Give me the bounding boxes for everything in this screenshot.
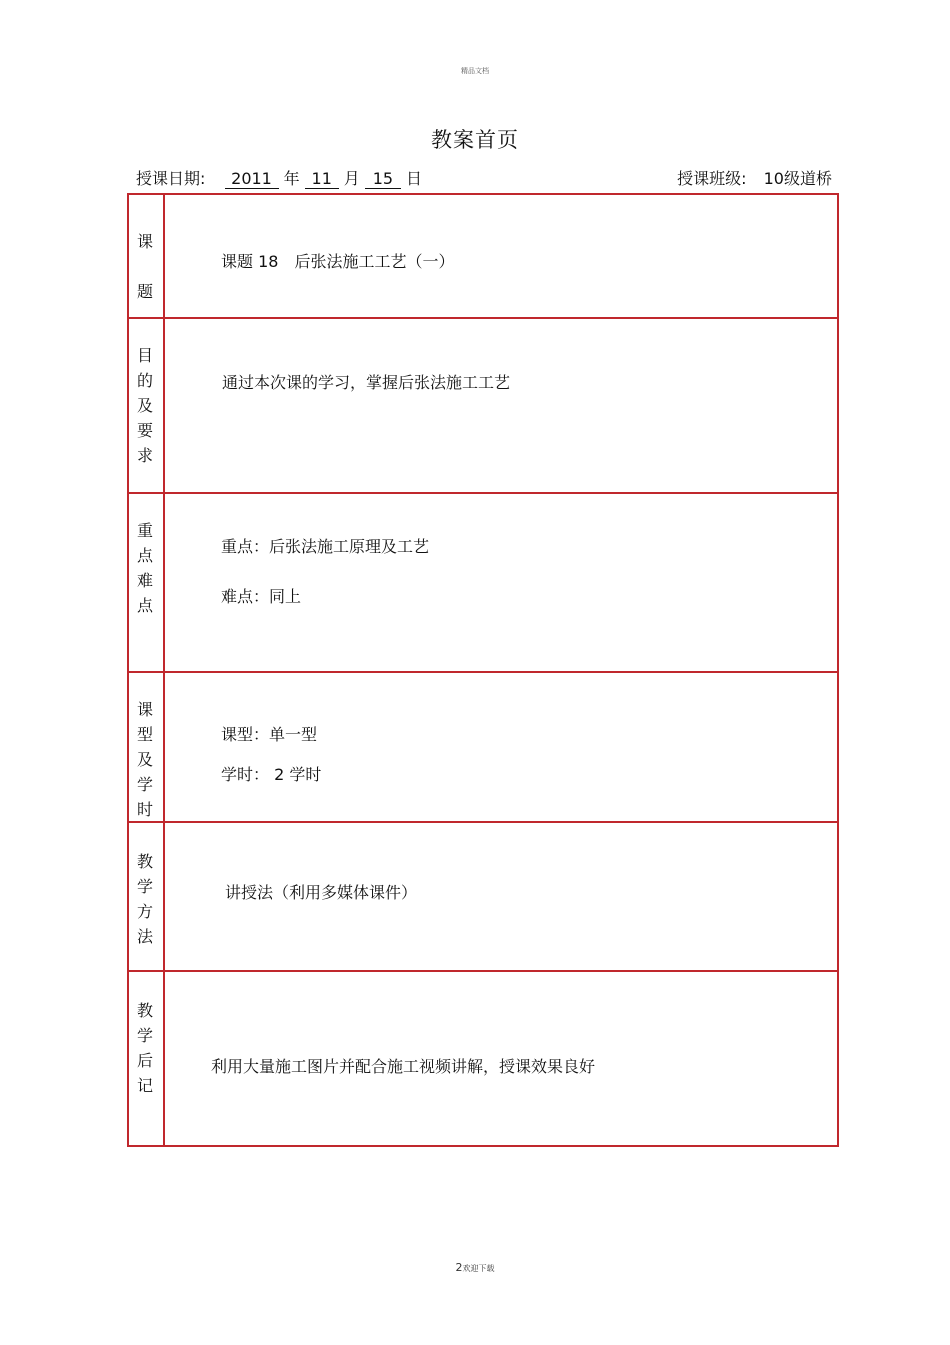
row-content-cell [164,194,838,318]
key-point-text: 重点：后张法施工原理及工艺 [221,537,430,556]
date-year-unit: 年 [283,169,300,188]
lesson-type-text: 课型：单一型 [221,725,318,744]
date-month-unit: 月 [343,169,360,188]
date-label: 授课日期: [136,169,206,188]
row-content-cell [164,493,838,672]
topic-text: 课题 18 后张法施工工艺（一） [221,252,455,271]
date-month: 11 [305,169,339,189]
row-content-cell [164,971,838,1146]
row-label-objectives: 目 的 及 要 求 [136,346,153,465]
table-row-objectives [128,318,838,493]
reflection-text: 利用大量施工图片并配合施工视频讲解，授课效果良好 [211,1057,596,1076]
table-row-key-points [128,493,838,672]
footer-text: 欢迎下载 [462,1264,495,1273]
objectives-text: 通过本次课的学习，掌握后张法施工工艺 [222,373,511,392]
class-label: 授课班级: [677,169,747,188]
table-row-reflection [128,971,838,1146]
teaching-date [136,166,422,189]
page-number: 2 [455,1261,463,1274]
date-year: 2011 [225,169,279,189]
row-label-cell [128,971,164,1146]
row-label-reflection: 教 学 后 记 [136,1001,153,1095]
row-label-method: 教 学 方 法 [136,852,153,946]
teaching-class [677,166,832,189]
row-label-lesson-type: 课 型 及 学 时 [136,700,153,819]
row-label-cell [128,672,164,822]
row-content-cell [164,822,838,971]
lesson-plan-table [127,193,839,1147]
table-row-topic [128,194,838,318]
row-label-key-points: 重 点 难 点 [136,521,153,615]
date-day: 15 [365,169,401,189]
row-label-cell [128,822,164,971]
table-row-method [128,822,838,971]
info-row [136,166,832,190]
row-label-cell [128,194,164,318]
watermark: 精品文档 [461,67,489,75]
page-title: 教案首页 [431,128,519,152]
row-label-cell [128,318,164,493]
class-hours-text: 学时： 2 学时 [221,765,322,784]
method-text: 讲授法（利用多媒体课件） [225,883,418,902]
class-value: 10级道桥 [763,169,832,188]
difficulty-text: 难点：同上 [221,587,302,606]
table-row-lesson-type [128,672,838,822]
row-content-cell [164,672,838,822]
row-content-cell [164,318,838,493]
row-label-cell [128,493,164,672]
date-day-unit: 日 [406,169,423,188]
page-footer [0,1261,950,1274]
row-label-topic: 课 题 [136,232,153,301]
